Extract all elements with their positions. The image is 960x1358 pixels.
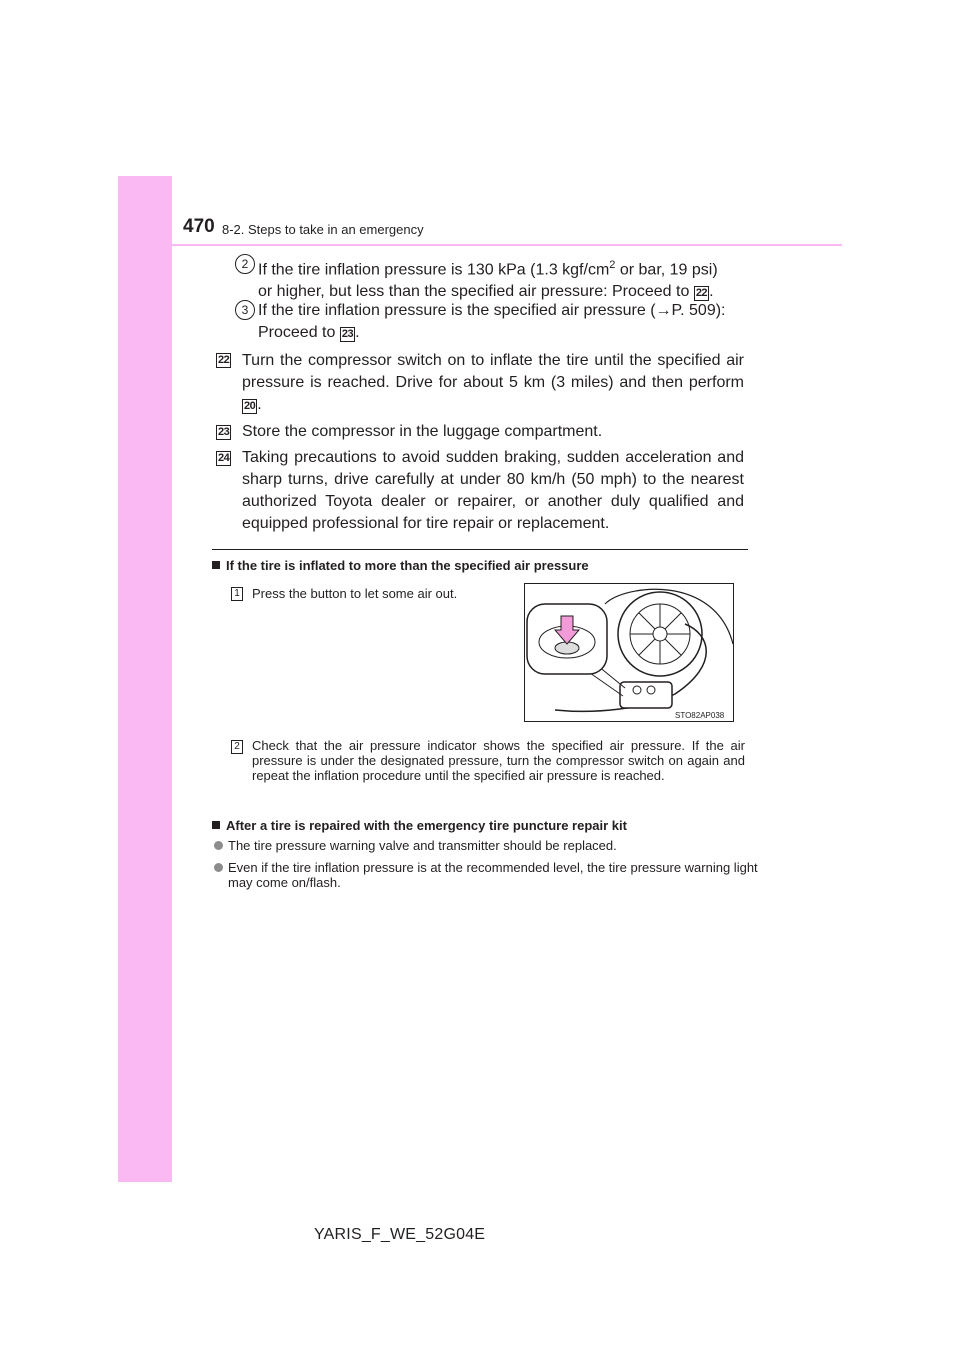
substep-3 (258, 300, 748, 344)
note-heading-2-text: After a tire is repaired with the emergency tire puncture repair kit (226, 818, 627, 833)
item-1-text: Press the button to let some air out. (252, 586, 458, 601)
punct: . (355, 324, 360, 341)
note-heading-1-text: If the tire is inflated to more than the specified air pressure (226, 558, 589, 573)
section-title: 8-2. Steps to take in an emergency (222, 222, 424, 237)
substep-2-text-a: If the tire inflation pressure is 130 kPa (1.3 kgf/cm (258, 261, 610, 279)
compressor-release-button-illustration (525, 584, 733, 721)
bullet-text: Even if the tire inflation pressure is at the recommended level, the tire pressure warning light may come on/flash. (228, 860, 758, 890)
step-23-text: Store the compressor in the luggage compartment. (242, 423, 603, 440)
illustration-code: STO82AP038 (675, 711, 725, 720)
bullet-text: The tire pressure warning valve and transmitter should be replaced. (228, 838, 617, 853)
item-2-text: Check that the air pressure indicator shows the specified air pressure. If the air pressure is under the designated pressure, turn the compressor switch on again and repeat the inflation procedure until the specified air pressure is reached. (252, 738, 745, 783)
bullet-icon (214, 841, 223, 850)
document-code: YARIS_F_WE_52G04E (314, 1226, 486, 1243)
step-24-text: Taking precautions to avoid sudden braking, sudden acceleration and sharp turns, drive carefully at under 80 km/h (50 mph) to the nearest authorized Toyota dealer or repairer, or another duly qualified and equipped professional for tire repair or replacement. (242, 449, 744, 532)
punct: . (257, 396, 262, 413)
step-number-23: 23 (218, 426, 230, 438)
item-number-2: 2 (231, 740, 243, 754)
page-number: 470 (183, 216, 215, 237)
substep-2 (258, 254, 748, 303)
substep-2-text-b: or bar, 19 psi) (615, 261, 718, 279)
step-22-body: Turn the compressor switch on to inflate the tire until the specified air pressure is reached. Drive for about 5 km (3 miles) and then perform (242, 352, 744, 391)
bullet-item (214, 838, 748, 853)
bullet-icon (214, 863, 223, 872)
substep-3-text-a: If the tire inflation pressure is the specified air pressure (→P. 509): (258, 302, 726, 319)
step-ref-20[interactable]: 20 (244, 400, 256, 412)
step-ref-22[interactable]: 22 (695, 287, 708, 300)
notes-divider (212, 549, 748, 550)
side-color-band (118, 176, 172, 1182)
step-ref-23[interactable]: 23 (341, 328, 354, 340)
superscript: 2 (609, 259, 616, 271)
step-22-text (242, 350, 744, 416)
punct: . (709, 283, 714, 301)
note-heading-overinflated (212, 558, 589, 573)
step-number-24: 24 (218, 452, 230, 464)
header-divider (172, 244, 842, 246)
bullet-item (214, 860, 762, 890)
substep-marker-2: 2 (235, 254, 255, 274)
step-number-22: 22 (218, 354, 230, 366)
compressor-illustration (524, 583, 734, 722)
substep-3-text-b: Proceed to (258, 324, 340, 341)
item-number-1: 1 (231, 587, 243, 601)
heading-square-icon (212, 821, 220, 829)
substep-2-text-c: or higher, but less than the specified air pressure: Proceed to (258, 283, 694, 301)
heading-square-icon (212, 561, 220, 569)
note-heading-after-repair (212, 818, 627, 833)
substep-marker-3: 3 (235, 300, 255, 320)
